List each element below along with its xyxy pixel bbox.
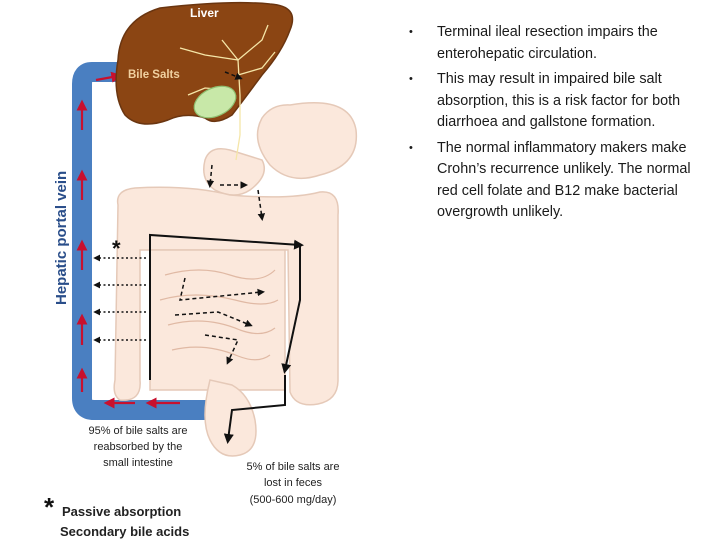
- liver-label: Liver: [190, 6, 219, 20]
- svg-text:95% of bile salts are: 95% of bile salts are: [88, 425, 188, 437]
- bullet-item: [404, 138, 714, 224]
- bullet-list: [404, 22, 714, 228]
- bullet-marker: •: [409, 26, 413, 38]
- portal-vein-label: Hepatic portal vein: [53, 170, 70, 305]
- svg-text:(500-600 mg/day): (500-600 mg/day): [249, 494, 337, 506]
- legend-passive-absorption: Passive absorption: [62, 504, 182, 519]
- svg-text:reabsorbed by the: reabsorbed by the: [93, 441, 183, 453]
- reabsorbed-caption: [88, 425, 187, 469]
- bullet-text: The normal inflammatory makers make Crohn’s recurrence unlikely. The normal red cell folate and B12 make bacterial overgrowth unlikely.: [437, 139, 691, 220]
- legend-secondary-bile-acids: Secondary bile acids: [60, 524, 190, 539]
- bile-salts-label: Bile Salts: [128, 69, 180, 81]
- legend-asterisk: *: [44, 492, 55, 522]
- bullet-item: [404, 22, 714, 65]
- bullet-marker: •: [409, 141, 413, 154]
- bullet-marker: •: [409, 73, 413, 85]
- svg-text:small intestine: small intestine: [103, 457, 173, 469]
- bullet-text: Terminal ileal resection impairs the enterohepatic circulation.: [437, 24, 658, 62]
- passive-absorption-asterisk: *: [112, 236, 121, 261]
- svg-text:lost in feces: lost in feces: [263, 477, 323, 489]
- gallbladder-label: Gallbladder: [122, 126, 172, 136]
- svg-text:5% of bile salts are: 5% of bile salts are: [246, 461, 340, 473]
- bullet-text: This may result in impaired bile salt absorption, this is a risk factor for both diarrhoea and gallstone formation.: [437, 71, 681, 130]
- feces-caption: [247, 461, 340, 506]
- bullet-item: [404, 69, 714, 134]
